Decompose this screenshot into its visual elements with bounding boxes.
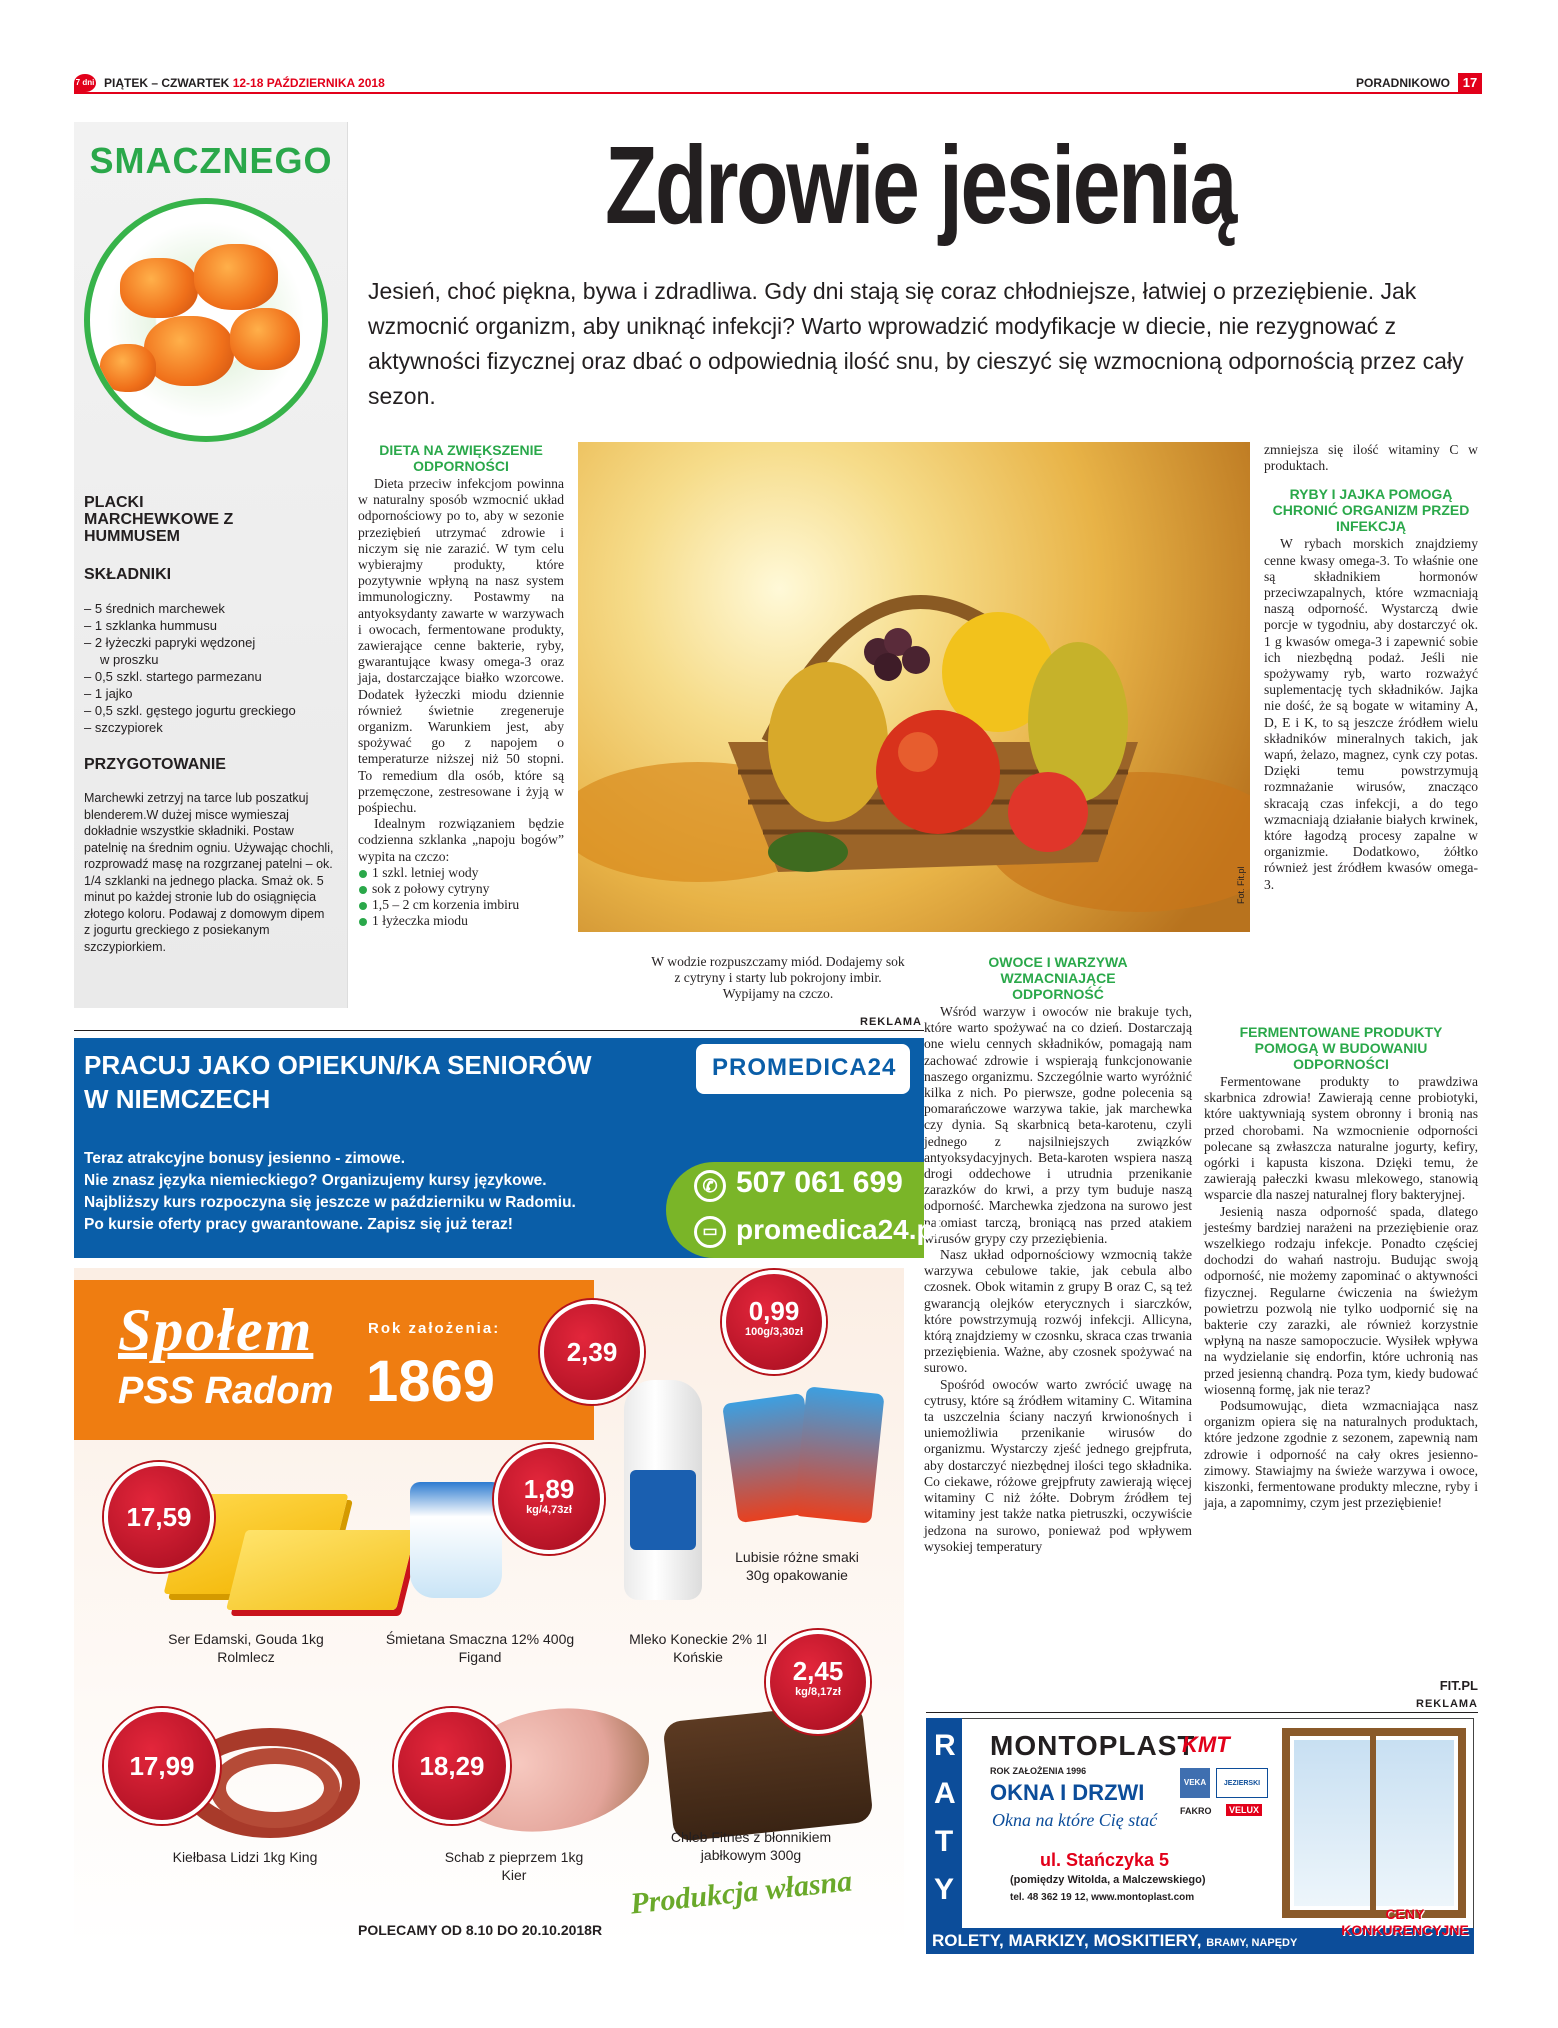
cream-cup-image [410, 1482, 502, 1598]
article-column-1 [358, 442, 564, 930]
list-item: 1 łyżeczka miodu [358, 913, 564, 929]
price-badge: 17,99 [104, 1708, 220, 1824]
paragraph: Fermentowane produkty to prawdziwa skarbnica zdrowia! Zawierają cenne probiotyki, które uaktywniają system obronny i bronią nas przed chorobami. Na wzmocnienie odporności polecane są zwłaszcza naturalne jogurty, kefiry, ogórki i kapusta kiszona. Dzięki temu, że zawierają pałeczki kwasu mlekowego, stanowią wsparcie dla naszej naturalnej flory bakteryjnej. [1204, 1074, 1478, 1203]
paragraph: Podsumowując, dieta wzmacniająca nasz organizm opiera się na naturalnych produktach, które jedzone zgodnie z sezonem, zapewnią nam zdrowie i odporność na cały okres jesienno-zimowy. Stawiajmy na świeże warzywa i owoce, kiszonki, fermentowane produkty mleczne, ryby i jaja, a zapomnimy, czym jest przeziębienie! [1204, 1398, 1478, 1511]
montoplast-product: OKNA I DRZWI [990, 1780, 1145, 1805]
ad-label: REKLAMA [1416, 1698, 1478, 1710]
cheese-image [226, 1530, 416, 1610]
founded-year: 1869 [366, 1349, 496, 1414]
product-label: Śmietana Smaczna 12% 400g Figand [385, 1631, 575, 1665]
col3-subheading: OWOCE I WARZYWA WZMACNIAJĄCE ODPORNOŚĆ [988, 954, 1128, 1002]
lubisie-image [793, 1386, 884, 1523]
promedica-title: PRACUJ JAKO OPIEKUN/KA SENIORÓW W NIEMCZECH [84, 1050, 592, 1114]
list-item: 1 szkl. letniej wody [358, 865, 564, 881]
montoplast-address-note: (pomiędzy Witolda, a Malczewskiego) [1010, 1874, 1206, 1886]
paragraph: Spośród owoców warto zwrócić uwagę na cytrusy, które są źródłem witaminy C. Witamina ta uszczelnia ściany naczyń krwionośnych i uniemożliwia przenikanie wirusów do organizmu. Wystarczy zjeść jednego grejpfruta, aby dostarczyć niezbędnej ilości tego składnika. Co ciekawe, różowe grejpfruty zawierają więcej witaminy C niż żółte. Dobrym źródłem tej witaminy jest także natka pietruszki, oczywiście jedzona na surowo, ponieważ pod wpływem wysokiej temperatury [924, 1376, 1192, 1554]
montoplast-brand: MONTOPLAST [990, 1730, 1196, 1761]
article-source: FIT.PL [1439, 1678, 1478, 1693]
ingredient: – 5 średnich marchewek [84, 601, 225, 616]
montoplast-slogan: Okna na które Cię stać [992, 1810, 1158, 1830]
spolem-name: PSS Radom [118, 1370, 334, 1412]
drink-recipe-list [358, 865, 564, 930]
ad-rule [74, 1030, 924, 1031]
product-label: Mleko Koneckie 2% 1l Końskie [629, 1631, 767, 1665]
promedica-website[interactable]: promedica24.pl [736, 1214, 942, 1245]
ingredient: w proszku [100, 652, 159, 667]
ingredient: – 2 łyżeczki papryki wędzonej [84, 635, 256, 650]
ingredient: – 1 szklanka hummusu [84, 618, 217, 633]
article-lead: Jesień, choć piękna, bywa i zdradliwa. Gdy dni stają się coraz chłodniejsze, łatwiej o przeziębienie. Jak wzmocnić organizm, aby uniknąć infekcji? Warto wprowadzić modyfikacje w diecie, nie rezygnować z aktywności fizycznej oraz dbać o odpowiednią ilość snu, by cieszyć się wzmocnioną odpornością przez cały sezon. [368, 278, 1464, 409]
article-column-3 [924, 954, 1192, 1555]
article-column-4 [1264, 442, 1478, 893]
montoplast-footer: ROLETY, MARKIZY, MOSKITIERY, BRAMY, NAPĘDY [926, 1928, 1474, 1954]
product-label: Kiełbasa Lidzi 1kg King [172, 1849, 318, 1865]
list-item: 1,5 – 2 cm korzenia imbiru [358, 897, 564, 913]
ingredient: – 0,5 szkl. startego parmezanu [84, 669, 262, 684]
ingredients-heading: SKŁADNIKI [84, 566, 172, 583]
issue-date: PIĄTEK – CZWARTEK 12-18 PAŹDZIERNIKA 2018 [104, 76, 385, 90]
partner-logo: KMT [1182, 1732, 1230, 1757]
product-label: Ser Edamski, Gouda 1kg Rolmlecz [168, 1631, 324, 1665]
ingredient: – 1 jajko [84, 686, 133, 701]
partner-logo: VEKA [1180, 1768, 1210, 1798]
list-item: sok z połowy cytryny [358, 881, 564, 897]
montoplast-address: ul. Stańczyka 5 [1040, 1850, 1170, 1870]
raty-banner: RATY [926, 1718, 962, 1928]
fruit-basket-illustration [578, 442, 1250, 932]
page-number: 17 [1458, 73, 1482, 93]
price-badge: 2,45 kg/8,17zł [766, 1630, 870, 1734]
milk-label [630, 1470, 696, 1550]
montoplast-contact[interactable]: tel. 48 362 19 12, www.montoplast.com [1010, 1892, 1195, 1903]
product-label: Lubisie różne smaki 30g opakowanie [735, 1549, 859, 1583]
price-badge: 1,89 kg/4,73zł [494, 1444, 604, 1554]
col4-subheading-1: RYBY I JAJKA POMOGĄ CHRONIĆ ORGANIZM PRZED INFEKCJĄ [1272, 486, 1470, 535]
preparation-heading: PRZYGOTOWANIE [84, 756, 226, 773]
ingredient: – 0,5 szkl. gęstego jogurtu greckiego [84, 703, 296, 718]
partner-logo: VELUX [1226, 1804, 1262, 1816]
fruit-basket-photo [578, 442, 1250, 932]
ad-label: REKLAMA [860, 1016, 922, 1028]
web-icon: ▭ [694, 1216, 726, 1248]
competitive-prices-stamp: CENY KONKURENCYJNE [1341, 1906, 1469, 1938]
partner-logo: FAKRO [1180, 1806, 1212, 1816]
section-name: PORADNIKOWO [1356, 76, 1450, 90]
promedica-text: Teraz atrakcyjne bonusy jesienno - zimowe. Nie znasz języka niemieckiego? Organizujemy kursy językowe. Najbliższy kurs rozpoczyna się jeszcze w październiku w Radomiu. Po kursie oferty pracy gwarantowane. Zapisz się już teraz! [84, 1150, 576, 1233]
article-column-4b [1204, 1024, 1478, 1511]
ad-rule [926, 1712, 1478, 1713]
offer-validity: POLECAMY OD 8.10 DO 20.10.2018R [358, 1922, 603, 1938]
paragraph: W rybach morskich znajdziemy cenne kwasy omega-3. To właśnie one są składnikiem hormonów przeciwzapalnych, które wzmacniają naszą odporność. Wystarczą dwie porcje w tygodniu, aby dostarczyć ok. 1 g kwasów omega-3 i zapewnić sobie ich niezbędną podaż. Jeśli nie spożywamy ryb, warto rozważyć suplementację tych składników. Jajka nie dość, że są bogate w witaminy A, D, E i K, to są jeszcze źródłem wielu składników mineralnych takich, jak wapń, żelazo, magnez, cynk czy potas. Dzięki temu powstrzymują rozmnażanie wirusów, znacząco skracają czas infekcji, a do tego wzmacniają działanie białych krwinek, które łagodzą procesy zapalne w organizmie. Dodatkowo, żółtko również jest źródłem kwasów omega-3. [1264, 536, 1478, 892]
promedica-logo-text: PROMEDICA24 [712, 1054, 897, 1081]
founded-label: Rok założenia: [368, 1320, 501, 1337]
promedica-phone[interactable]: 507 061 699 [736, 1166, 903, 1199]
window-pane [1370, 1736, 1376, 1910]
paragraph: Wśród warzyw i owoców nie brakuje tych, które warto spożywać na co dzień. Dostarczają one wielu cennych składników, pomagają nam zachować zdrowie i wspierają funkcjonowanie naszego organizmu. Szczególnie warto wyróżnić kilka z nich. Po pierwsze, godne polecenia są pomarańczowe warzywa takie, jak marchewka czy dynia. Są skarbnicą beta-karotenu, czyli jednego z najsilniejszych związków antyoksydacyjnych. Beta-karoten wspiera naszą drogi oddechowe i utrudnia przenikanie zarazków do krwi, a przy tym buduje naszą odporność. Marchewka zjedzona na surowo jest natomiast tarczą, broniącą nas przed atakiem wirusów grypy czy przeziębienia. [924, 1004, 1192, 1246]
recipe-title: PLACKI MARCHEWKOWE Z HUMMUSEM [84, 494, 234, 545]
phone-icon: ✆ [694, 1170, 726, 1202]
newspaper-logo: 7 dni [74, 74, 96, 92]
price-badge: 0,99 100g/3,30zł [722, 1270, 826, 1374]
product-label: Chleb Fitnes z błonnikiem jabłkowym 300g [670, 1829, 832, 1863]
product-label: Schab z pieprzem 1kg Kier [444, 1849, 584, 1883]
ingredients-list [84, 600, 334, 736]
paragraph: zmniejsza się ilość witaminy C w produktach. [1264, 442, 1478, 474]
ingredient: – szczypiorek [84, 720, 163, 735]
sidebar-heading: SMACZNEGO [89, 140, 333, 181]
partner-logo: JEZIERSKI [1216, 1768, 1268, 1798]
preparation-text: Marchewki zetrzyj na tarce lub poszatkuj blenderem.W dużej misce wymieszaj dokładnie wszystkie składniki. Postaw patelnię na średnim ogniu. Używając chochli, rozprowadź masę na rozgrzanej patelni – ok. 1/4 szklanki na jednego placka. Smaż ok. 5 minut po każdej stronie lub do osiągnięcia złotego koloru. Podawaj z domowym dipem z jogurtu greckiego z posiekanym szczypiorkiem. [84, 791, 334, 954]
recipe-photo [84, 198, 328, 442]
price-badge: 18,29 [394, 1708, 510, 1824]
price-badge: 2,39 [540, 1300, 644, 1404]
price-badge: 17,59 [104, 1462, 214, 1572]
own-production-label: Produkcja własna [628, 1864, 854, 1921]
paragraph: Nasz układ odpornościowy wzmocnią także warzywa cebulowe takie, jak cebula albo czosnek. Obok witamin z grupy B oraz C, są też gwarancją olejków eterycznych i siarczków, które powstrzymują rozwój infekcji. Allicyna, którą znajdziemy w czosnku, skraca czas trwania przeziębienia. Ważne, aby czosnek spożywać na surowo. [924, 1247, 1192, 1376]
article-headline: Zdrowie jesienią [604, 124, 1236, 247]
montoplast-since: ROK ZAŁOŻENIA 1996 [990, 1766, 1087, 1776]
col1-subheading: DIETA NA ZWIĘKSZENIE ODPORNOŚCI [379, 442, 543, 474]
paragraph: Jesienią nasza odporność spada, dlatego jesteśmy bardziej narażeni na przeziębienie oraz wszelkiego rodzaju infekcje. Ponadto częściej dochodzi do wahań nastroju. Budując swoją odporność, nie możemy zapominać o aktywności fizycznej. Regularne ćwiczenia na świeżym powietrzu pozwolą nie tylko uodpornić się na bakterie czy zarazki, ale również korzystnie wpłyną na nasze samopoczucie. Wysiłek wpływa na wydzielanie się endorfin, które uchronią nas przed jesienną chandrą. Poza tym, kiedy budować wiosenną formę, jak nie teraz? [1204, 1203, 1478, 1397]
sausage-image [210, 1748, 340, 1828]
paragraph: Dieta przeciw infekcjom powinna w naturalny sposób wzmocnić układ odpornościowy po to, aby w sezonie przeziębień utrzymać zdrowie i niczym się nie zarazić. W tym celu wybierajmy produkty, które pozytywnie wpłyną na nasz system immunologiczny. Postawmy na antyoksydanty zawarte w warzywach i owocach, fermentowane produkty, zawierające cenne bakterie, ryby, gwarantujące kwasy omega-3 oraz jaja, dostarczające białko wzorcowe. Dodatek łyżeczki miodu dziennie również świetnie zregeneruje organizm. Warunkiem jest, aby spożywać go z napojem o temperaturze niższej niż 50 stopni. To remedium dla osób, które są przemęczone, zestresowane i żyją w pośpiechu. [358, 476, 564, 816]
col4-subheading-2: FERMENTOWANE PRODUKTY POMOGĄ W BUDOWANIU ODPORNOŚCI [1239, 1024, 1443, 1072]
spolem-logo: Społem [118, 1297, 314, 1363]
photo-credit: Fot. Fit.pl [1236, 866, 1246, 904]
photo-caption: W wodzie rozpuszczamy miód. Dodajemy sok z cytryny i starty lub pokrojony imbir. Wypijamy na czczo. [651, 954, 905, 1002]
paragraph: Idealnym rozwiązaniem będzie codzienna szklanka „napoju bogów” wypita na czczo: [358, 816, 564, 864]
